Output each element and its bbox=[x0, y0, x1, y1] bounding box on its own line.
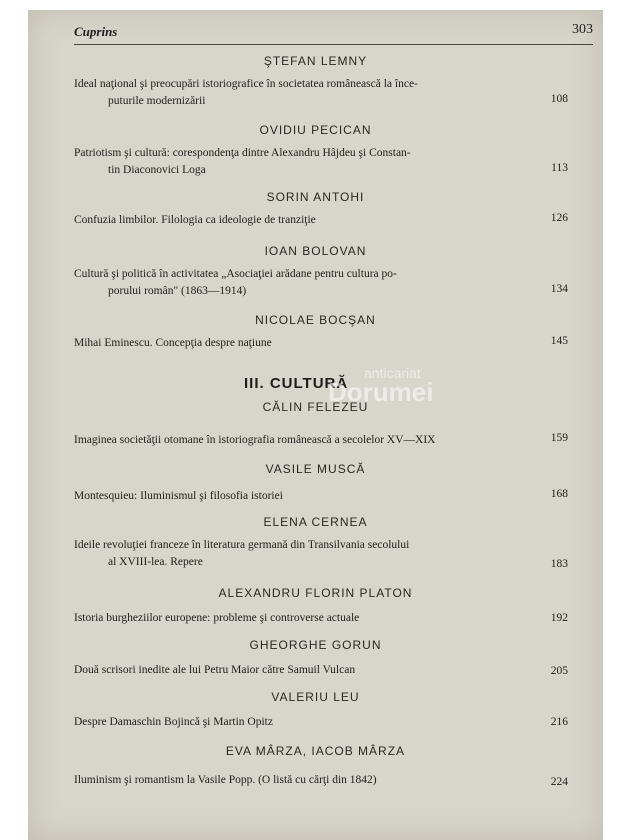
toc-page-number: 192 bbox=[550, 612, 568, 624]
watermark: anticariat Dorumei bbox=[328, 365, 434, 407]
toc-entry-title: Imaginea societăţii otomane în istoriografia românească a secolelor XV—XIX bbox=[74, 434, 436, 446]
toc-entry-title: Iluminism şi romantism la Vasile Popp. (O listă cu cărţi din 1842) bbox=[74, 774, 377, 786]
author-name: VALERIU LEU bbox=[271, 690, 360, 704]
toc-page-number: 145 bbox=[550, 335, 568, 347]
book-page bbox=[28, 10, 603, 840]
toc-entry-title: Despre Damaschin Bojincă şi Martin Opitz bbox=[74, 716, 273, 728]
author-name: SORIN ANTOHI bbox=[266, 190, 365, 204]
toc-entry-title: Două scrisori inedite ale lui Petru Maior către Samuil Vulcan bbox=[74, 664, 356, 676]
toc-page-number: 216 bbox=[550, 716, 568, 728]
toc-entry-title: Confuzia limbilor. Filologia ca ideologie de tranziţie bbox=[74, 214, 316, 226]
toc-page-number: 134 bbox=[550, 283, 568, 295]
toc-entry-title: Mihai Eminescu. Concepţia despre naţiune bbox=[74, 337, 272, 349]
toc-page-number: 205 bbox=[550, 665, 568, 677]
toc-page-number: 126 bbox=[550, 212, 568, 224]
toc-page-number: 159 bbox=[550, 432, 568, 444]
author-name: ALEXANDRU FLORIN PLATON bbox=[218, 586, 413, 600]
toc-entry-title: Patriotism şi cultură: corespondenţa dintre Alexandru Hâjdeu şi Constan- tin Diaconovici Loga bbox=[74, 147, 411, 176]
toc-entry-title: Ideile revoluţiei franceze în literatura germană din Transilvania secolului al XVIII-lea. Repere bbox=[74, 539, 410, 568]
toc-page-number: 113 bbox=[551, 162, 568, 174]
toc-page-number: 108 bbox=[550, 93, 568, 105]
author-name: GHEORGHE GORUN bbox=[249, 638, 382, 652]
header-page-number: 303 bbox=[572, 22, 593, 37]
author-name: IOAN BOLOVAN bbox=[264, 244, 367, 258]
author-name: EVA MÂRZA, IACOB MÂRZA bbox=[225, 744, 406, 758]
author-name: CĂLIN FELEZEU bbox=[262, 400, 369, 414]
author-name: VASILE MUSCĂ bbox=[265, 462, 366, 476]
header-section-title: Cuprins bbox=[74, 24, 118, 39]
running-header bbox=[74, 22, 593, 45]
toc-page-number: 224 bbox=[550, 776, 568, 788]
section-heading: III. CULTURĂ bbox=[244, 375, 349, 392]
author-name: NICOLAE BOCŞAN bbox=[255, 313, 376, 327]
toc-entry-title: Cultură şi politică în activitatea „Asociaţiei arădane pentru cultura po- porului român" (1863—1914) bbox=[74, 268, 397, 297]
toc-page-number: 183 bbox=[550, 558, 568, 570]
author-name: ELENA CERNEA bbox=[263, 515, 368, 529]
author-name: OVIDIU PECICAN bbox=[259, 123, 372, 137]
toc-entry-title: Montesquieu: Iluminismul şi filosofia istoriei bbox=[74, 490, 283, 502]
toc-entry-title: Istoria burgheziilor europene: probleme şi controverse actuale bbox=[74, 612, 360, 624]
author-name: ŞTEFAN LEMNY bbox=[263, 54, 368, 68]
toc-entry-title: Ideal naţional şi preocupări istoriografice în societatea românească la înce- puturile modernizării bbox=[74, 78, 418, 107]
toc-page-number: 168 bbox=[550, 488, 568, 500]
